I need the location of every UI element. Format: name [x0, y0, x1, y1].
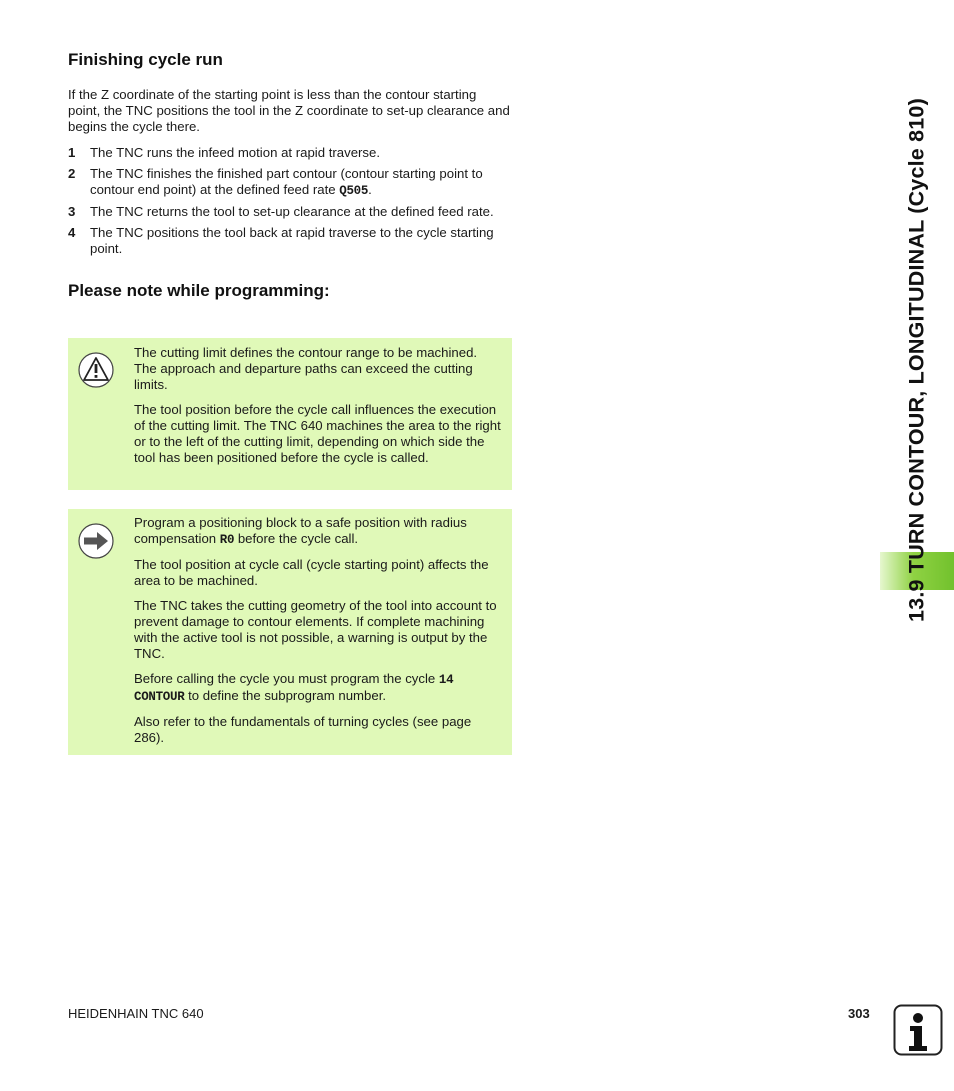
- step-text: The TNC returns the tool to set-up clearance at the defined feed rate.: [90, 204, 494, 219]
- step-text: [90, 166, 512, 199]
- page-number: 303: [848, 1006, 870, 1021]
- heading-please-note: Please note while programming:: [68, 281, 330, 300]
- warning-note-box: [68, 338, 512, 490]
- arrow-right-icon: [78, 523, 114, 559]
- step-number: 1: [68, 145, 76, 160]
- code-q505: Q505: [339, 184, 369, 198]
- hint-text-pre: Program a positioning block to a safe position with radius compensation: [134, 515, 467, 546]
- intro-paragraph: If the Z coordinate of the starting point is less than the contour starting point, the TNC positions the tool in the Z coordinate to set-up clearance and begins the cycle there.: [68, 87, 510, 134]
- step-number: 3: [68, 204, 76, 219]
- warning-text: [134, 345, 502, 475]
- list-item: [68, 166, 512, 199]
- warning-paragraph: The tool position before the cycle call influences the execution of the cutting limit. The TNC 640 machines the area to the right or to the left of the cutting limit, depending on which side the tool has been positioned before the cycle is called.: [134, 402, 501, 465]
- step-number: 4: [68, 225, 76, 240]
- list-item: [68, 145, 512, 161]
- hint-paragraph: [134, 671, 502, 705]
- list-item: [68, 204, 512, 220]
- code-14-contour: 14 CONTOUR: [134, 673, 454, 704]
- info-icon: [893, 1004, 943, 1056]
- warning-triangle-icon: [78, 352, 114, 388]
- step-number: 2: [68, 166, 76, 181]
- footer-product-name: HEIDENHAIN TNC 640: [68, 1006, 204, 1021]
- step-text-pre: The TNC finishes the finished part contour (contour starting point to contour end point) at the defined feed rate: [90, 166, 483, 197]
- hint-text-post: to define the subprogram number.: [184, 688, 387, 703]
- code-r0: R0: [219, 533, 235, 547]
- hint-paragraph: Also refer to the fundamentals of turning cycles (see page 286).: [134, 714, 472, 745]
- chapter-side-title: 13.9 TURN CONTOUR, LONGITUDINAL (Cycle 810): [904, 98, 929, 622]
- step-text: The TNC positions the tool back at rapid traverse to the cycle starting point.: [90, 225, 494, 256]
- hint-note-box: [68, 509, 512, 755]
- main-content: [68, 48, 512, 302]
- hint-text-post: before the cycle call.: [234, 531, 359, 546]
- list-item: [68, 225, 512, 257]
- heading-finishing-cycle-run: Finishing cycle run: [68, 50, 223, 69]
- step-text: The TNC runs the infeed motion at rapid traverse.: [90, 145, 381, 160]
- hint-paragraph: [134, 515, 502, 548]
- steps-list: [68, 145, 512, 257]
- hint-text-pre: Before calling the cycle you must program the cycle: [134, 671, 439, 686]
- warning-paragraph: The cutting limit defines the contour range to be machined. The approach and departure paths can exceed the cutting limits.: [134, 345, 478, 392]
- hint-text: [134, 515, 502, 755]
- step-text-post: .: [368, 182, 372, 197]
- hint-paragraph: The tool position at cycle call (cycle starting point) affects the area to be machined.: [134, 557, 489, 588]
- hint-paragraph: The TNC takes the cutting geometry of the tool into account to prevent damage to contour elements. If complete machining with the active tool is not possible, a warning is output by the TNC.: [134, 598, 497, 661]
